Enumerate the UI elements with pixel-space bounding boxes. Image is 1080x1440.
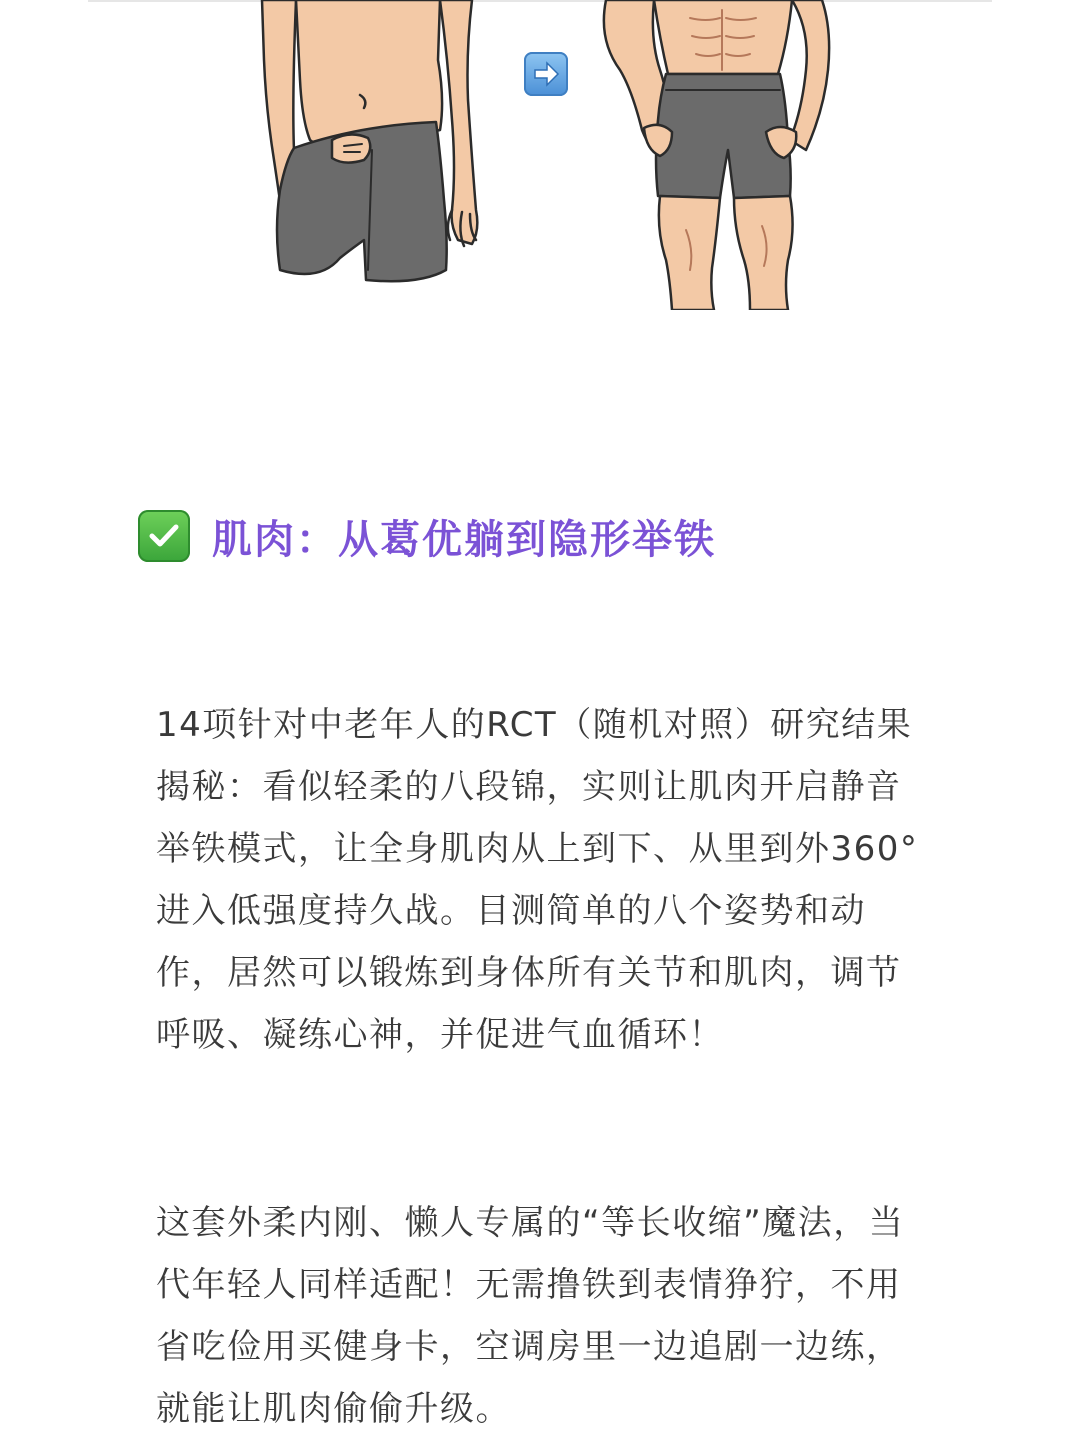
after-figure — [604, 0, 829, 310]
before-figure — [262, 0, 477, 281]
right-arrow-icon — [524, 52, 568, 96]
section-heading — [138, 508, 716, 564]
check-mark-icon — [138, 510, 190, 562]
body-paragraph-isometric: 这套外柔内刚、懒人专属的“等长收缩”魔法，当代年轻人同样适配！无需撸铁到表情狰狞，不用省吃俭用买健身卡，空调房里一边追剧一边练，就能让肌肉偷偷升级。 — [156, 1203, 905, 1429]
section-heading-text: 肌肉：从葛优躺到隐形举铁 — [212, 516, 716, 563]
body-transformation-illustration — [240, 0, 840, 310]
body-paragraph-rct: 14项针对中老年人的RCT（随机对照）研究结果揭秘：看似轻柔的八段锦，实则让肌肉开启静音举铁模式，让全身肌肉从上到下、从里到外360°进入低强度持久战。目测简单的八个姿势和动作，居然可以锻炼到身体所有关节和肌肉，调节呼吸、凝练心神，并促进气血循环！ — [156, 705, 919, 1055]
